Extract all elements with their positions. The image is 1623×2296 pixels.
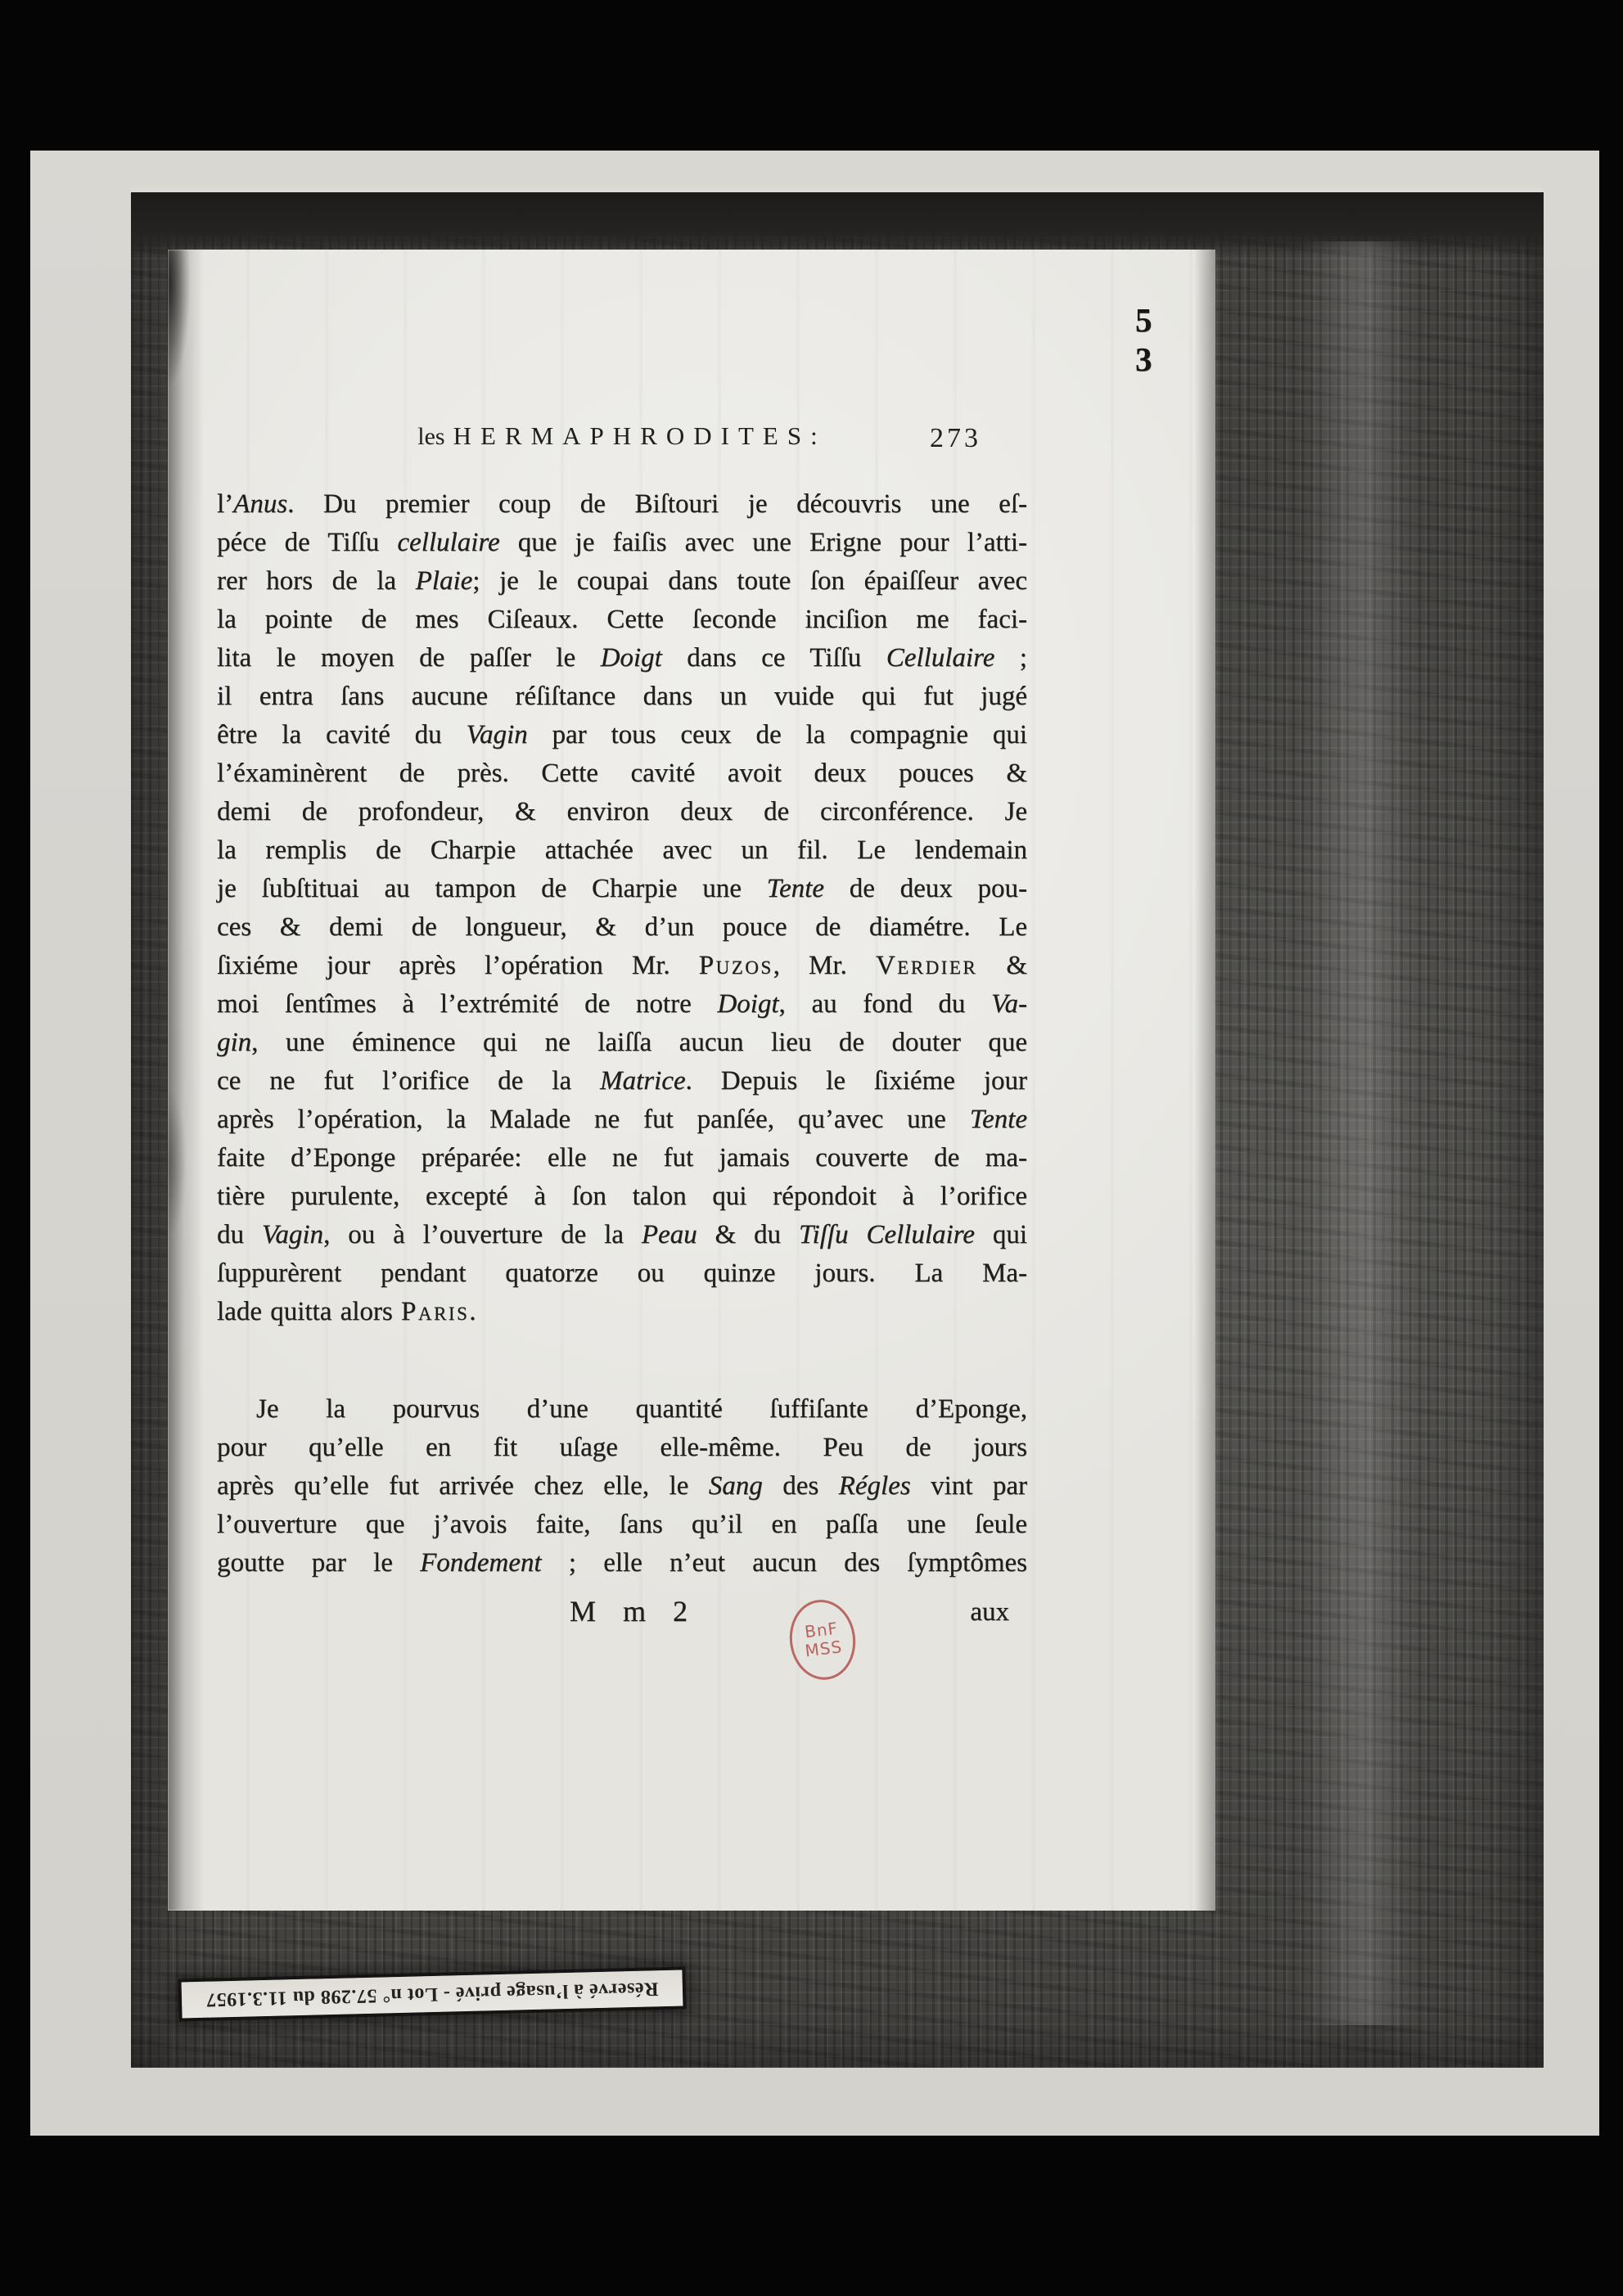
text-line: lade quitta alors Paris. <box>217 1297 476 1326</box>
text-line: péce de Tiſſu cellulaire que je faiſis avec une Erigne pour l’atti- <box>217 528 1027 557</box>
text-line: ce ne fut l’orifice de la Matrice. Depuis le ſixiéme jour <box>217 1066 1028 1096</box>
gutter-highlight <box>1301 241 1424 2025</box>
text-line: la pointe de mes Ciſeaux. Cette ſeconde inciſion me faci- <box>217 605 1027 634</box>
text-line: lita le moyen de paſſer le Doigt dans ce Tiſſu Cellulaire ; <box>217 643 1027 673</box>
text-line: l’éxaminèrent de près. Cette cavité avoit deux pouces & <box>217 759 1027 788</box>
text-line: faite d’Eponge préparée: elle ne fut jamais couverte de ma- <box>217 1143 1027 1173</box>
text-line: être la cavité du Vagin par tous ceux de la compagnie qui <box>217 720 1028 750</box>
text-line: l’Anus. Du premier coup de Biſtouri je découvris une eſ- <box>217 489 1027 519</box>
usage-label <box>182 1970 683 2019</box>
text-line: tière purulente, excepté à ſon talon qui répondoit à l’orifice <box>217 1182 1027 1211</box>
text-line: je ſubſtituai au tampon de Charpie une Tente de deux pou- <box>217 874 1027 903</box>
text-line: ces & demi de longueur, & d’un pouce de diamétre. Le <box>217 912 1027 942</box>
header-prefix: les <box>417 423 445 450</box>
text-line: après l’opération, la Malade ne fut panſée, qu’avec une Tente <box>217 1105 1027 1134</box>
paragraph-2 <box>217 1390 1027 1582</box>
text-line: demi de profondeur, & environ deux de circonférence. Je <box>217 797 1027 826</box>
book-page <box>168 250 1215 1911</box>
stamp-line1: BnF <box>803 1618 840 1642</box>
text-line: rer hors de la Plaie; je le coupai dans toute ſon épaiſſeur avec <box>217 566 1028 596</box>
photocopy-sheet <box>131 188 1544 2068</box>
page-number: 273 <box>930 423 981 453</box>
text-line: ſixiéme jour après l’opération Mr. Puzos, Mr. Verdier & <box>217 951 1027 980</box>
text-column <box>217 421 1027 1636</box>
scanner-mat <box>30 151 1599 2136</box>
catchword: aux <box>970 1597 1009 1627</box>
text-line: il entra ſans aucune réſiſtance dans un vuide qui fut jugé <box>217 682 1027 711</box>
catchword-row <box>217 1594 1027 1636</box>
signature-mark: M m 2 <box>569 1595 698 1627</box>
paragraph-1 <box>217 485 1027 1331</box>
text-line: ſuppurèrent pendant quatorze ou quinze jours. La Ma- <box>217 1258 1027 1288</box>
text-line: du Vagin, ou à l’ouverture de la Peau & du Tiſſu Cellulaire qui <box>217 1220 1028 1249</box>
running-header <box>217 421 1027 469</box>
text-line: moi ſentîmes à l’extrémité de notre Doigt, au fond du Va- <box>217 989 1028 1019</box>
stamp-line2: MSS <box>804 1636 844 1661</box>
text-line: pour qu’elle en fit uſage elle-même. Peu de jours <box>217 1433 1027 1462</box>
folio-number: 5 3 <box>1135 301 1166 378</box>
text-line: la remplis de Charpie attachée avec un fil. Le lendemain <box>217 835 1027 865</box>
text-line: Je la pourvus d’une quantité ſuffiſante d’Eponge, <box>256 1394 1027 1424</box>
text-line: gin, une éminence qui ne laiſſa aucun lieu de douter que <box>217 1028 1027 1057</box>
text-line: après qu’elle fut arrivée chez elle, le Sang des Régles vint par <box>217 1471 1027 1501</box>
text-line: l’ouverture que j’avois faite, ſans qu’il en paſſa une ſeule <box>217 1510 1027 1539</box>
text-line: goutte par le Fondement ; elle n’eut aucun des ſymptômes <box>217 1548 1027 1578</box>
header-title: HERMAPHRODITES: <box>453 421 827 450</box>
usage-label-text: Réservé à l’usage privé - Lot n° 57.298 du 11.3.1957 <box>205 1978 659 2011</box>
